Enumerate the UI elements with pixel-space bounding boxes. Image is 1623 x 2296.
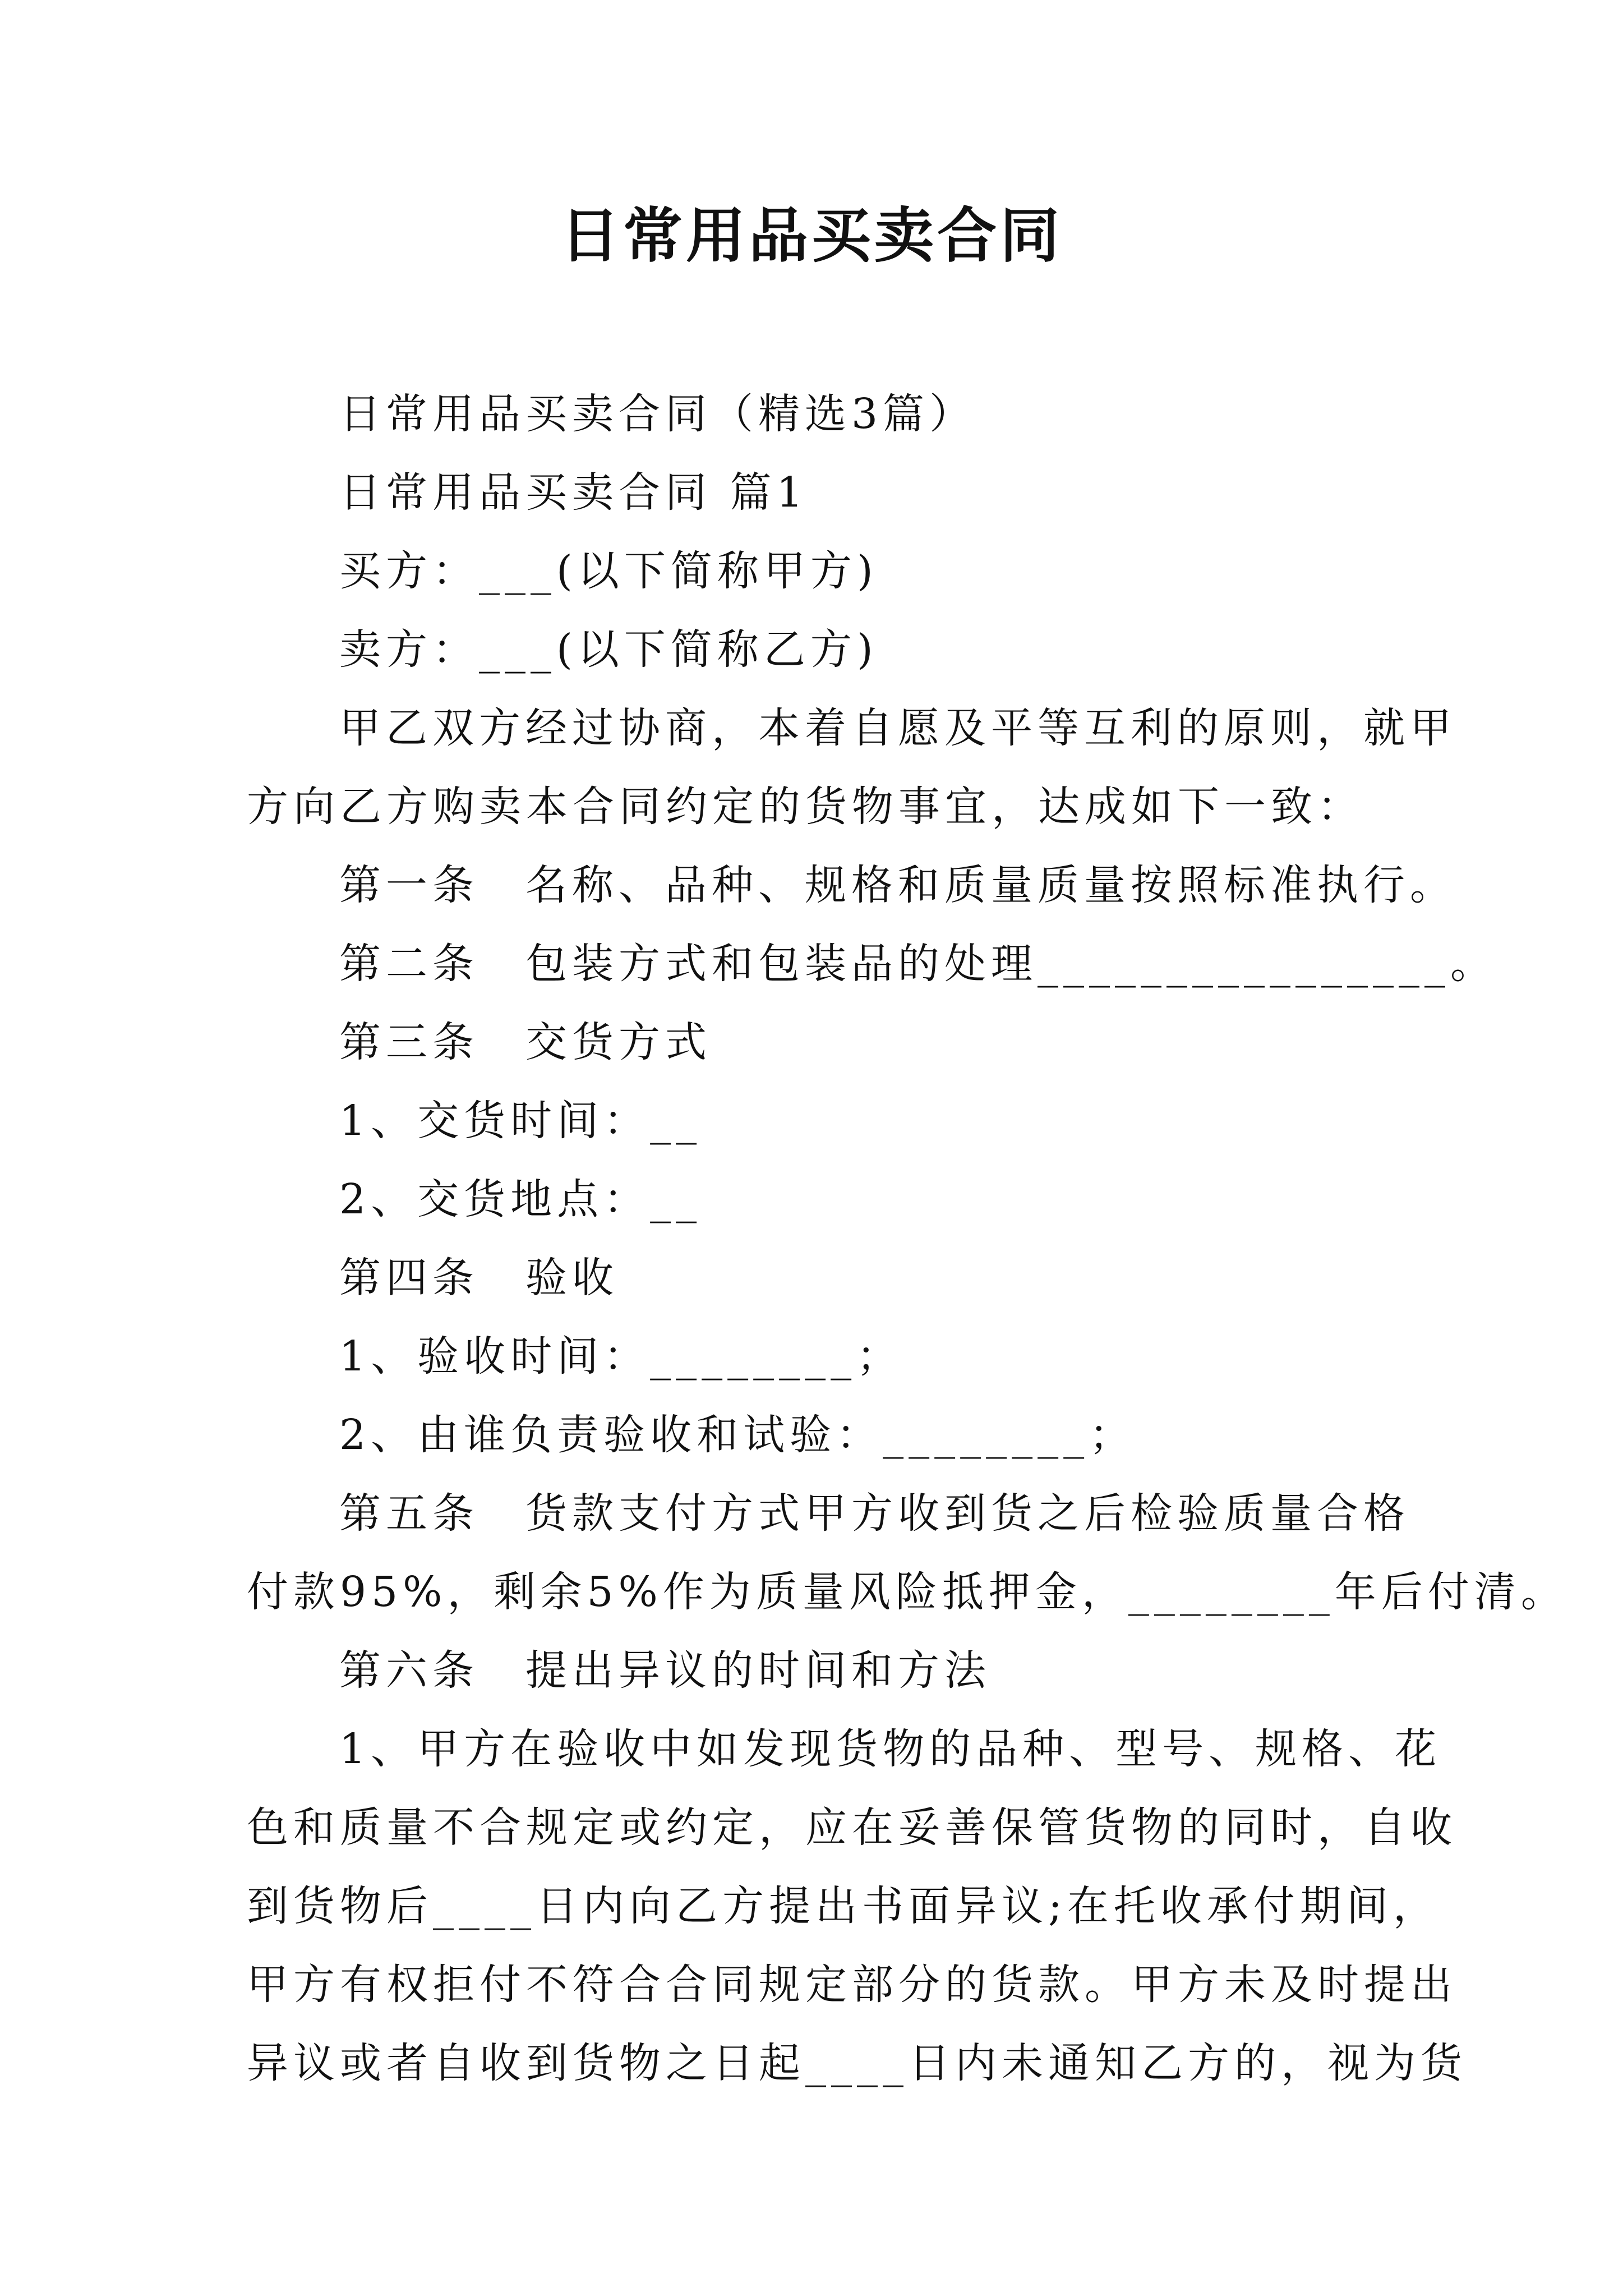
- buyer-line: 买方：___(以下简称甲方): [339, 547, 878, 595]
- paragraph-line: 甲乙双方经过协商，本着自愿及平等互利的原则，就甲: [339, 704, 1456, 752]
- clause-heading: 第二条 包装方式和包装品的处理________________。: [339, 940, 1497, 988]
- paragraph-line: 方向乙方购卖本合同约定的货物事宜，达成如下一致：: [247, 783, 1364, 831]
- list-item: 2、交货地点：__: [339, 1175, 702, 1223]
- clause-heading: 第一条 名称、品种、规格和质量质量按照标准执行。: [339, 861, 1456, 909]
- paragraph-line: 色和质量不合规定或约定，应在妥善保管货物的同时，自收: [247, 1803, 1457, 1852]
- seller-line: 卖方：___(以下简称乙方): [339, 625, 878, 674]
- paragraph-line: 付款95%，剩余5%作为质量风险抵押金，________年后付清。: [247, 1568, 1567, 1616]
- document-title: 日常用品买卖合同: [560, 200, 1063, 270]
- clause-heading: 第五条 货款支付方式甲方收到货之后检验质量合格: [339, 1489, 1410, 1538]
- paragraph-line: 到货物后____日内向乙方提出书面异议;在托收承付期间，: [247, 1882, 1440, 1930]
- section-heading: 日常用品买卖合同 篇1: [339, 468, 808, 517]
- paragraph-line: 甲方有权拒付不符合合同规定部分的货款。甲方未及时提出: [247, 1961, 1457, 2009]
- subtitle-line: 日常用品买卖合同（精选3篇）: [339, 390, 976, 438]
- list-item: 1、交货时间：__: [339, 1097, 702, 1145]
- paragraph-line: 1、甲方在验收中如发现货物的品种、型号、规格、花: [339, 1725, 1442, 1773]
- clause-heading: 第四条 验收: [339, 1254, 619, 1302]
- clause-heading: 第六条 提出异议的时间和方法: [339, 1646, 991, 1695]
- list-item: 1、验收时间：________；: [339, 1332, 903, 1381]
- clause-heading: 第三条 交货方式: [339, 1018, 712, 1066]
- paragraph-line: 异议或者自收到货物之日起____日内未通知乙方的，视为货: [247, 2039, 1467, 2087]
- list-item: 2、由谁负责验收和试验：________；: [339, 1411, 1136, 1459]
